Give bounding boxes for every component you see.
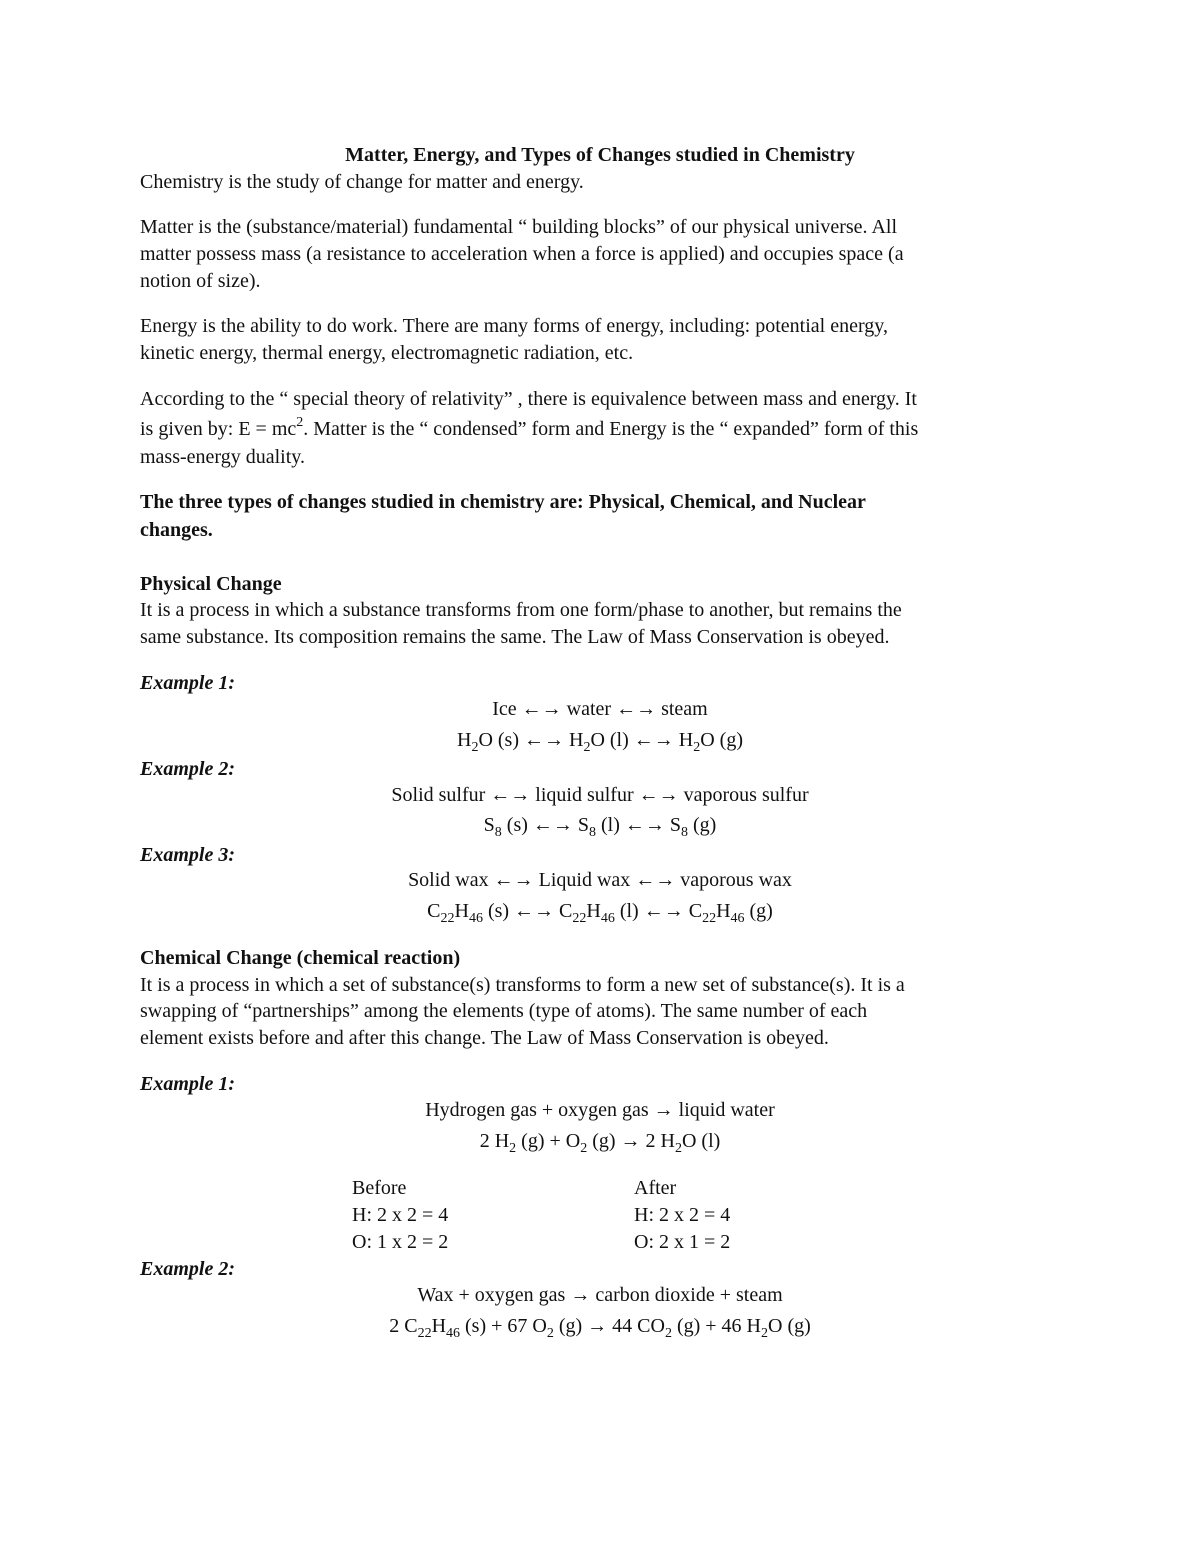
chemical-heading: Chemical Change (chemical reaction) [140,947,461,969]
matter-line-1: Matter is the (substance/material) fundamental “ building blocks” of our physical universe. All [140,216,898,238]
physical-example-3-label: Example 3: [140,844,235,866]
physical-example-1-label: Example 1: [140,672,235,694]
physical-example-1-words: Ice ←→ water ←→ steam [492,698,708,720]
physical-example-3-words: Solid wax ←→ Liquid wax ←→ vaporous wax [408,869,792,891]
physical-example-2-words: Solid sulfur ←→ liquid sulfur ←→ vaporous sulfur [391,784,809,806]
before-hydrogen: H: 2 x 2 = 4 [352,1204,449,1226]
relativity-text-b: . Matter is the “ condensed” form and Energy is the “ expanded” form of this [303,418,919,440]
relativity-line-2 [140,416,918,443]
after-label: After [634,1177,677,1199]
page-title: Matter, Energy, and Types of Changes studied in Chemistry [345,144,855,166]
physical-line-1: It is a process in which a substance transforms from one form/phase to another, but remains the [140,599,902,621]
chemical-example-1-formula: 2 $H_2$ $(g) + O_2$ (g) → 2 $H_2O$ (l) [479,1130,721,1156]
types-line-1: The three types of changes studied in chemistry are: Physical, Chemical, and Nuclear [140,491,866,513]
physical-line-2: same substance. Its composition remains the same. The Law of Mass Conservation is obeyed. [140,626,890,648]
before-oxygen: O: 1 x 2 = 2 [352,1231,449,1253]
chemical-line-3: element exists before and after this change. The Law of Mass Conservation is obeyed. [140,1027,829,1049]
energy-line-2: kinetic energy, thermal energy, electromagnetic radiation, etc. [140,342,634,364]
chemical-example-1-words: Hydrogen gas + oxygen gas → liquid water [425,1099,775,1121]
physical-heading: Physical Change [140,573,282,595]
physical-example-3-formula: $C_{22}H_{46}$ (s) ←→ $C_{22}H_{46}$ (l) ←→ $C_{22}H_{46}$ (g) [427,900,773,926]
relativity-text-a: is given by: E = mc [140,418,297,440]
chemical-example-2-formula: 2 $C_{22}H_{46}$ (s) + 67 $O_2$ (g) → 44 $CO_2$ (g) + 46 $H_2O$ (g) [389,1315,811,1341]
physical-example-1-formula: $H_2O$ (s) ←→ $H_2O$ (l) ←→ $H_2O$ (g) [457,729,743,755]
relativity-line-1: According to the “ special theory of relativity” , there is equivalence between mass and energy. It [140,388,917,410]
types-line-2: changes. [140,519,213,541]
chemical-line-2: swapping of “partnerships” among the elements (type of atoms). The same number of each [140,1000,868,1022]
matter-line-2: matter possess mass (a resistance to acceleration when a force is applied) and occupies space (a [140,243,904,265]
energy-line-1: Energy is the ability to do work. There are many forms of energy, including: potential energy, [140,315,888,337]
relativity-line-3: mass-energy duality. [140,446,305,468]
after-oxygen: O: 2 x 1 = 2 [634,1231,731,1253]
physical-example-2-label: Example 2: [140,758,235,780]
chemical-example-2-words: Wax + oxygen gas → carbon dioxide + steam [417,1284,783,1306]
chemical-example-2-label: Example 2: [140,1258,235,1280]
chemical-line-1: It is a process in which a set of substance(s) transforms to form a new set of substance(s). It is a [140,974,905,996]
chemical-example-1-label: Example 1: [140,1073,235,1095]
after-hydrogen: H: 2 x 2 = 4 [634,1204,731,1226]
matter-line-3: notion of size). [140,270,261,292]
intro-text: Chemistry is the study of change for matter and energy. [140,171,584,193]
superscript-2: 2 [296,415,304,430]
physical-example-2-formula: $S_8$ (s) ←→ $S_8$ (l) ←→ $S_8$ (g) [483,814,717,840]
before-label: Before [352,1177,407,1199]
